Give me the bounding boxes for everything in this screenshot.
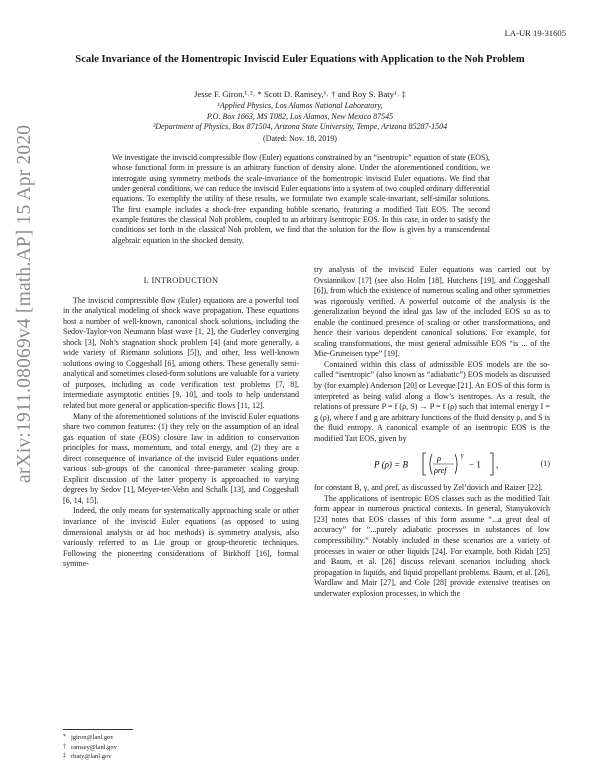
paragraph: try analysis of the inviscid Euler equations was carried out by Ovsiannikov [17] (see also Holm [18], Hutchens [19], and Coggeshall [6]), from which the existence of numerous scaling and other symmetries was rigorously verified. A powerful outcome of the analysis is the generalization beyond the ideal gas law of the included EOS so as to enable the continued presence of scaling or other transformations, and hence their various dependent canonical solutions. For example, for scaling transformations, the most general admissible EOS “is ... of the Mie-Gruneisen type” [19]. (314, 265, 550, 359)
footnote-mark: * (63, 734, 66, 740)
equation-comma: , (496, 459, 499, 470)
abstract: We investigate the inviscid compressible flow (Euler) equations constrained by an “isentropic” equation of state (EOS), whose functional form in pressure is an arbitrary function of density alone. Under the aforementioned condition, we interrogate using symmetry methods the scale-invariance of the homentropic inviscid Euler equations. We find that under general conditions, we can reduce the inviscid Euler equations into a system of two coupled ordinary differential equations. To exemplify the utility of these results, we formulate two example scale-invariant, self-similar solutions. The first example includes a shock-free expanding bubble scenario, featuring a modified Tait EOS. The second example features the classical Noh problem, coupled to an arbitrary isentropic EOS. In this case, in order to satisfy the conditions set forth in the classical Noh problem, we find that the solution for the flow is given by a transcendental algebraic equation in the shocked density. (112, 153, 490, 245)
right-bracket (490, 453, 493, 475)
paragraph: The applications of isentropic EOS classes such as the modified Tait form appear in numerous practical contexts. In general, Stanyukovich [23] notes that EOS classes of this form assume “...a great deal of accuracy” for “...purely adiabatic processes in substances of low compressibility.” Notably included in these scenarios are a variety of processes in water or other liquids [24]. For example, both Ridah [25] and Baum, et al. [26] discuss relevant scenarios including shock propagation in liquids, and liquid propellant problems. Baum, et al. [26], Wardlaw and Mair [27], and Cole [28] provide extensive treatises on underwater explosion processes, in which the (314, 493, 550, 598)
equation-number: (1) (540, 459, 550, 469)
dated-line: (Dated: Nov. 18, 2019) (263, 134, 337, 143)
paragraph: The inviscid compressible flow (Euler) equations are a powerful tool in the analytical modeling of shock wave propagation. These equations host a number of well-known, canonical shock solutions, including the Sedov-Taylor-von Neumann blast wave [1, 2], the Guderley converging shock [3], Noh’s stagnation shock problem [4] (and more generally, a wide variety of Riemann solutions [5]), and other, less well-known solutions owing to Coggeshall [6], among others. These generally semi-analytical and sometimes closed-form solutions are valuable for a variety of purposes, including as code verification test problems [7, 8], intermediate asymptotic entities [9, 10], and tools to help understand related but more general or application-specific flows [11, 12]. (63, 295, 299, 411)
equation-tait-eos (314, 449, 550, 479)
affiliation-line: P.O. Box 1663, MS T082, Los Alamos, New Mexico 87545 (206, 111, 394, 121)
left-column (63, 272, 299, 570)
paragraph: Contained within this class of admissible EOS models are the so-called “isentropic” (also known as “adiabatic”) EOS models as discussed by (for example) Anderson [20] or Leveque [21]. An EOS of this form is interpreted as being valid along a flow’s isentropes. As a result, the relations of pressure P = f (ρ, S) → P = f (ρ) such that internal energy I = g (ρ), where f and g are arbitrary functions of the fluid density ρ, and S is the fluid entropy. A canonical example of an isentropic EOS is the modified Tait EOS, given by (314, 359, 550, 443)
footnote (63, 743, 117, 753)
left-paren (430, 454, 432, 474)
footnotes (63, 733, 117, 762)
equation-tail: − 1 (469, 459, 481, 470)
fraction-denominator: ρref (434, 466, 447, 476)
affiliation-line: ²Department of Physics, Box 871504, Arizona State University, Tempe, Arizona 85287-1504 (152, 122, 448, 132)
fraction-numerator: ρ (437, 453, 442, 464)
paragraph: Many of the aforementioned solutions of the inviscid Euler equations share two common features: (1) they rely on the assumption of an ideal gas equation of state (EOS) closure law in addition to conservation principles for mass, momentum, and total energy, and (2) they are a direct consequence of invariance of the inviscid Euler equations under various sub-groups of the canonical three-parameter scaling group. Explicit discussion of the latter property is approached to varying degrees by Sedov [1], Meyer-ter-Vehn and Schalk [13], and Coggeshall [6, 14, 15]. (63, 411, 299, 505)
footnote-email[interactable]: rbaty@lanl.gov (71, 753, 112, 761)
footnote (63, 733, 117, 743)
footnote-mark: † (63, 743, 66, 750)
arxiv-identifier-stamp: arXiv:1911.08069v4 [math.AP] 15 Apr 2020 (14, 124, 35, 483)
footnote (63, 752, 117, 762)
affiliations (60, 101, 540, 133)
paper-title: Scale Invariance of the Homentropic Inviscid Euler Equations with Application to the Noh Problem (75, 54, 525, 65)
paragraph: for constant B, γ, and ρref, as discussed by Zel’dovich and Raizer [22]. (314, 483, 543, 493)
right-column (314, 265, 550, 599)
footnote-rule (63, 729, 133, 730)
footnote-email[interactable]: jgiron@lanl.gov (71, 734, 114, 741)
equation-lhs: P (ρ) = B (374, 459, 408, 470)
equation-formula (374, 449, 504, 479)
affiliation-line: ¹Applied Physics, Los Alamos National Laboratory, (217, 101, 383, 110)
exponent-gamma: γ (461, 452, 464, 460)
author-list: Jesse F. Giron,¹˒²˒ * Scott D. Ramsey,¹˒ † and Roy S. Baty¹˒ ‡ (194, 89, 406, 99)
report-number: LA-UR 19-31605 (504, 28, 566, 38)
right-paren (455, 454, 457, 474)
paragraph: Indeed, the only means for systematically approaching scale or other invariance of the inviscid Euler equations (as opposed to using dimensional analysis or ad hoc methods) is symmetry analysis, also variously referred to as Lie group or group-theoretic techniques. Following the pioneering considerations of Birkhoff [16], formal symme- (63, 506, 299, 569)
footnote-email[interactable]: ramsey@lanl.gov (71, 743, 117, 751)
footnote-mark: ‡ (63, 753, 66, 760)
left-bracket (423, 453, 426, 475)
section-heading: I. INTRODUCTION (143, 276, 219, 285)
